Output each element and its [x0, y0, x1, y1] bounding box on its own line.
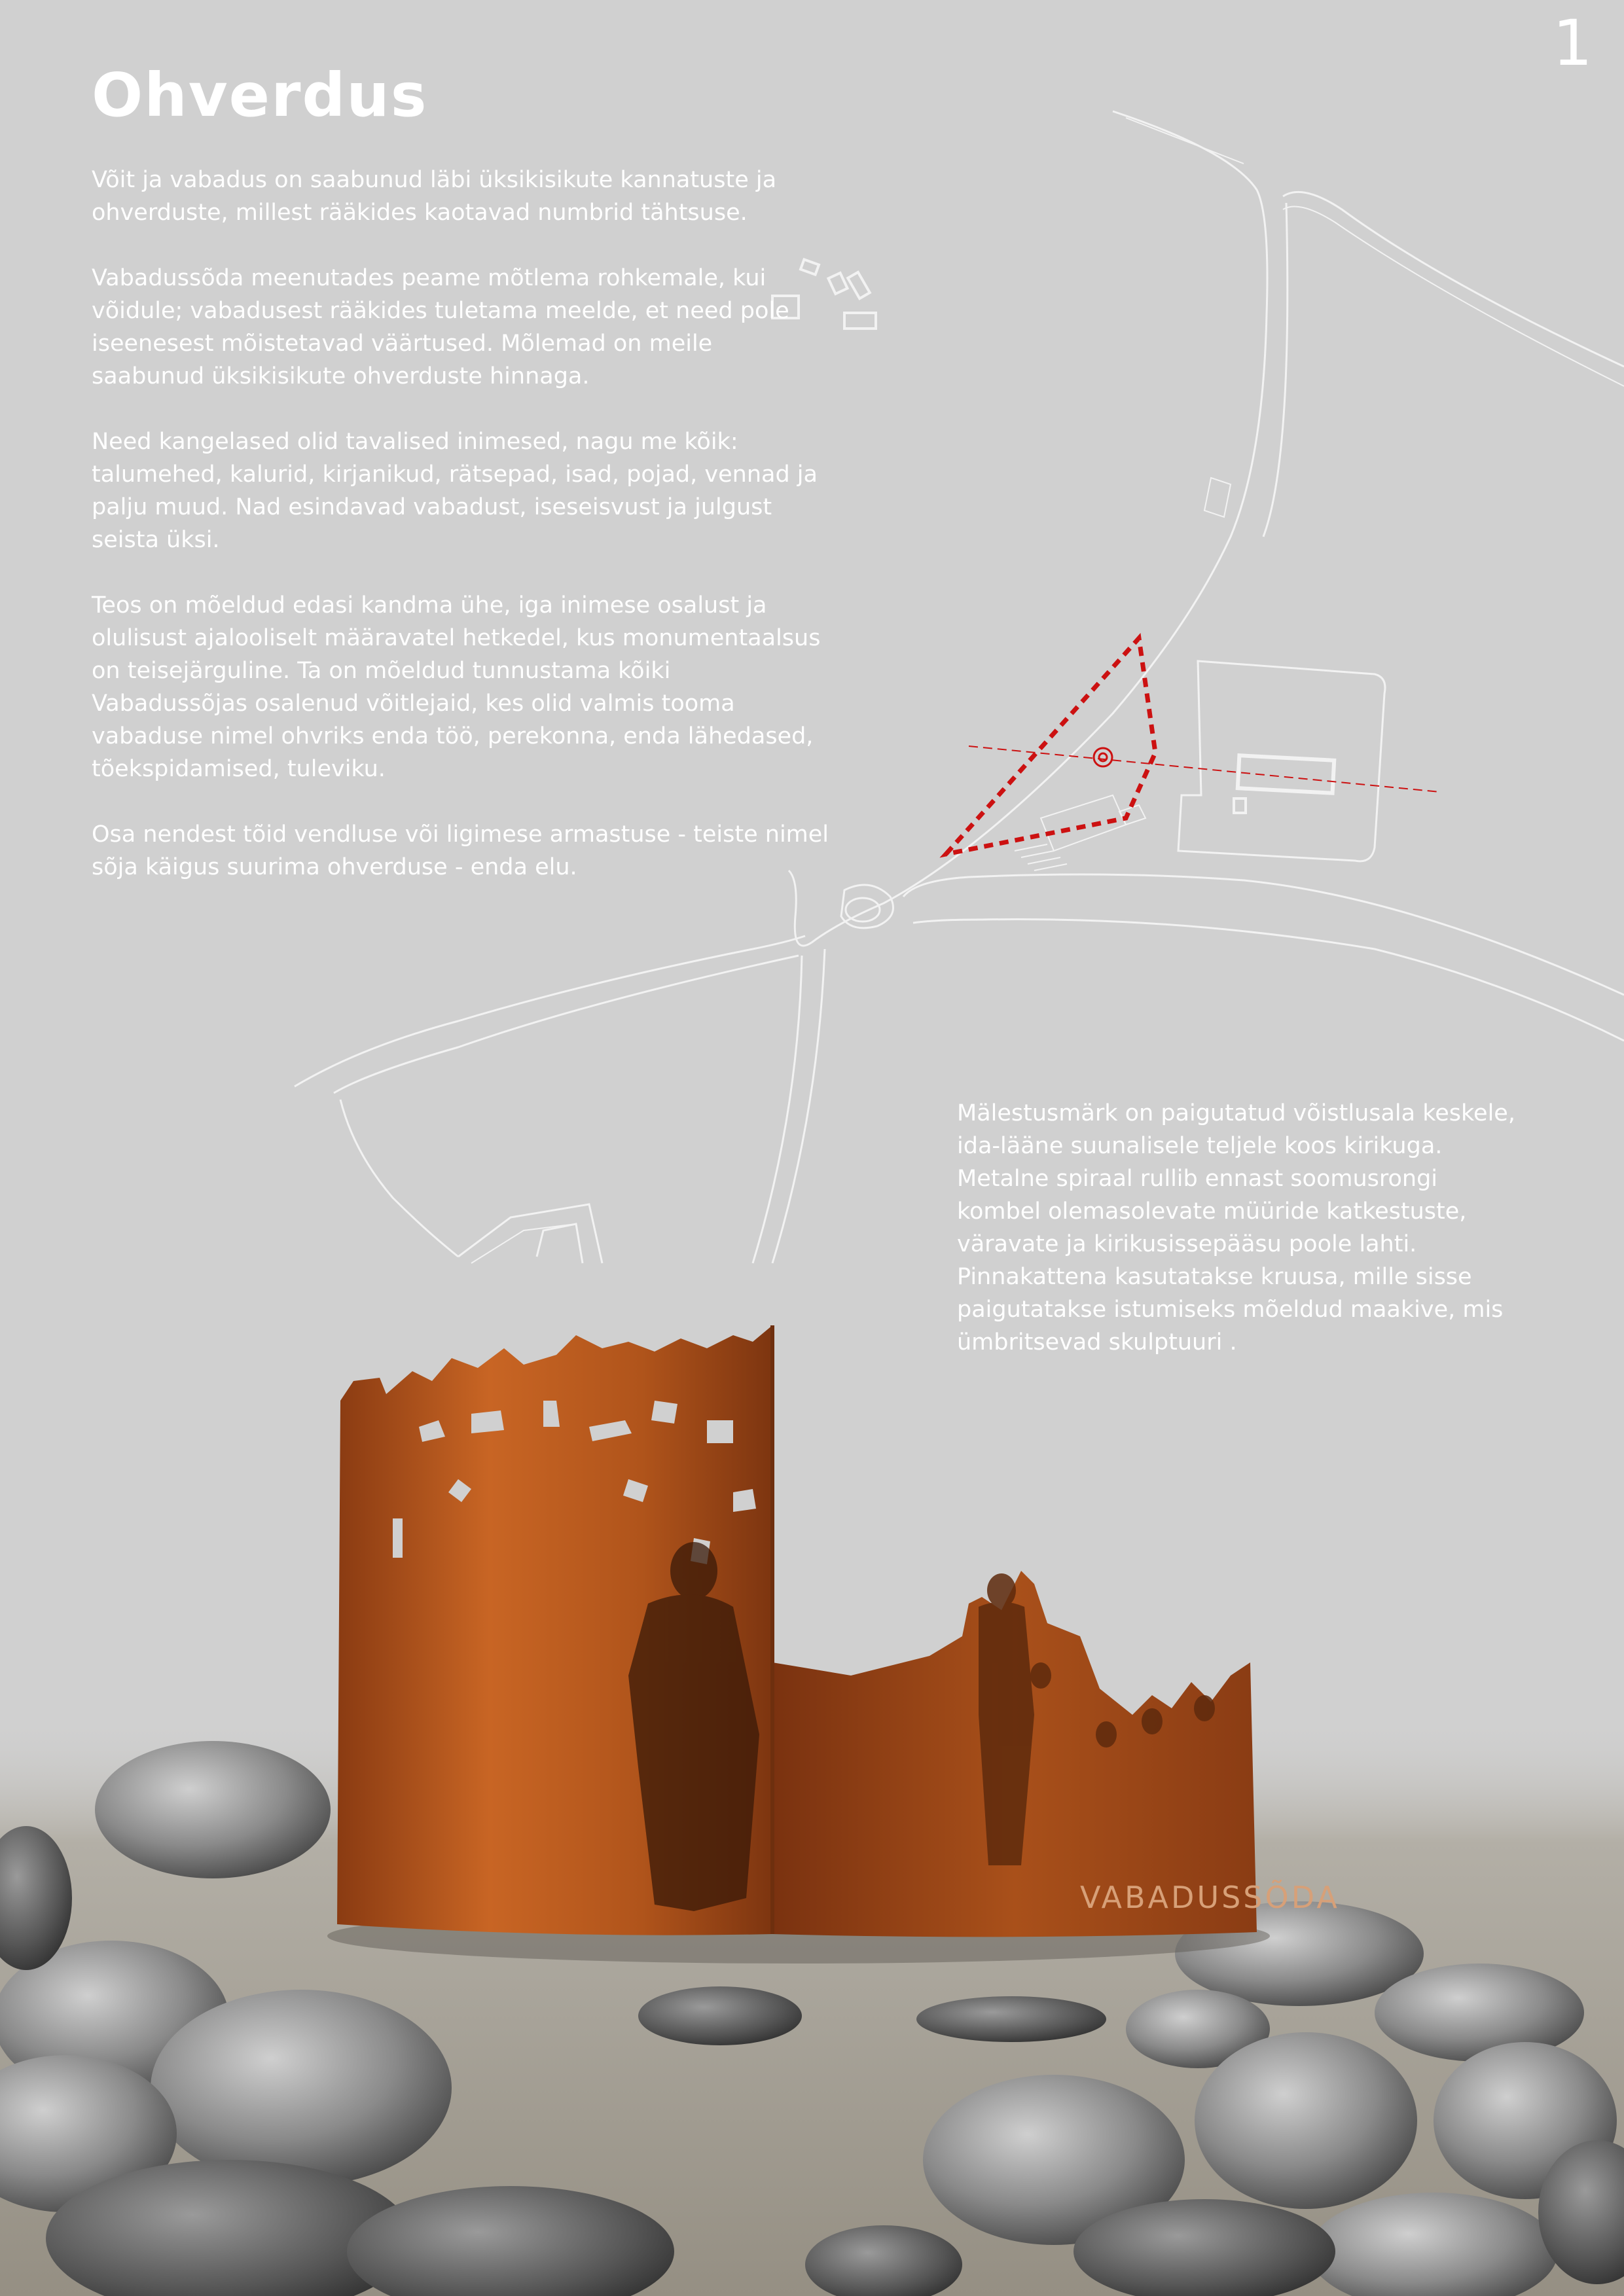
paragraph-4: Teos on mõeldud edasi kandma ühe, iga inimese osalust ja olulisust ajalooliselt määravatel hetkedel, kus monumentaalsus on teisejärguline. Ta on mõeldud tunnustama kõiki Vabadussõjas osalenud võitlejaid, kes olid valmis tooma vabaduse nimel ohvriks enda töö, perekonna, enda lähedased, tõekspidamised, tuleviku. — [92, 592, 821, 782]
intro-text — [92, 164, 831, 916]
page-title: Ohverdus — [92, 60, 428, 130]
location-description: Mälestusmärk on paigutatud võistlusala keskele, ida-lääne suunalisele teljele koos kirikuga. Metalne spiraal rullib ennast soomusrongi kombel olemasolevate müüride katkestuste, väravate ja kirikusissepääsu poole lahti. Pinnakattena kasutatakse kruusa, mille sisse paigutatakse istumiseks mõeldud maakive, mis ümbritsevad skulptuuri . — [957, 1100, 1515, 1355]
plan-marker — [946, 638, 1440, 854]
rusted-steel-sculpture — [327, 1325, 1340, 1964]
page-number: 1 — [1552, 7, 1593, 80]
paragraph-3: Need kangelased olid tavalised inimesed, nagu me kõik: talumehed, kalurid, kirjanikud, rätsepad, isad, pojad, vennad ja palju muud. Nad esindavad vabadust, iseseisvust ja julgust seista üksi. — [92, 429, 818, 553]
paragraph-2: Vabadussõda meenutades peame mõtlema rohkemale, kui võidule; vabadusest rääkides tuletama meelde, et need pole iseenesest mõistetavad väärtused. Mõlemad on meile saabunud üksikisikute ohverduste hinnaga. — [92, 265, 789, 389]
sculpture-inscription: VABADUSSÕDA — [1080, 1880, 1340, 1915]
paragraph-1: Võit ja vabadus on saabunud läbi üksikisikute kannatuste ja ohverduste, millest rääkides kaotavad numbrid tähtsuse. — [92, 167, 777, 226]
paragraph-5: Osa nendest tõid vendluse või ligimese armastuse - teiste nimel sõja käigus suurima ohverduse - enda elu. — [92, 821, 829, 880]
